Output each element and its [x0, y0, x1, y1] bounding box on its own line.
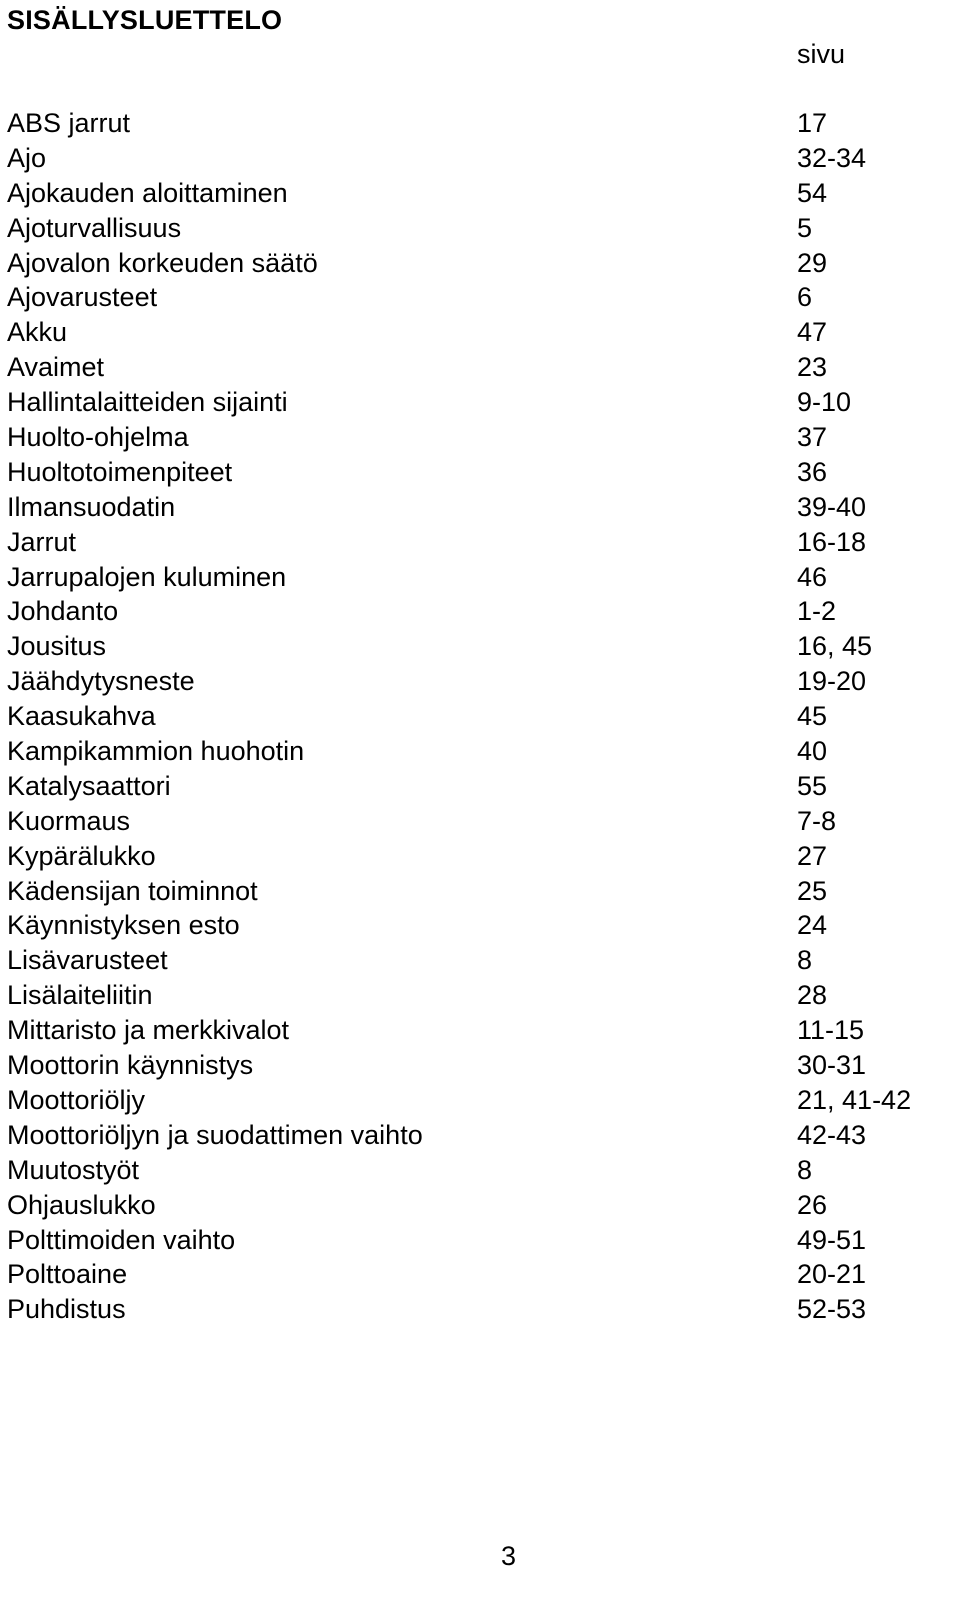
list-item: [7, 943, 947, 978]
toc-page-ref: 40: [797, 736, 828, 767]
toc-page-ref: 24: [797, 910, 828, 941]
toc-topic: Akku: [7, 317, 68, 348]
toc-topic: Kuormaus: [7, 805, 131, 836]
toc-topic: Katalysaattori: [7, 770, 171, 801]
list-item: [7, 874, 947, 909]
toc-page-ref: 28: [797, 980, 828, 1011]
list-item: [7, 315, 947, 350]
toc-topic: Huoltotoimenpiteet: [7, 456, 233, 487]
toc-page-ref: 7-8: [797, 805, 837, 836]
toc-page-ref: 17: [797, 108, 828, 138]
list-item: [7, 839, 947, 874]
list-item: [7, 420, 947, 455]
toc-page-ref: 47: [797, 317, 828, 348]
toc-page-ref: 11-15: [797, 1015, 865, 1046]
list-item: [7, 106, 947, 141]
list-item: [7, 629, 947, 664]
toc-topic: Moottoriöljyn ja suodattimen vaihto: [7, 1119, 423, 1150]
toc-page-ref: 36: [797, 456, 828, 487]
toc-page-ref: 42-43: [797, 1119, 867, 1150]
list-item: [7, 699, 947, 734]
list-item: [7, 211, 947, 246]
list-item: [7, 769, 947, 804]
toc-topic: Ilmansuodatin: [7, 491, 176, 522]
toc-page-ref: 55: [797, 770, 828, 801]
list-item: [7, 176, 947, 211]
toc-topic: Avaimet: [7, 352, 105, 383]
toc-topic: Kypärälukko: [7, 840, 156, 871]
list-item: [7, 804, 947, 839]
list-item: [7, 490, 947, 525]
list-item: [7, 978, 947, 1013]
toc-topic: Ajoturvallisuus: [7, 212, 182, 243]
toc-page-ref: 1-2: [797, 596, 837, 627]
toc-topic: Muutostyöt: [7, 1154, 140, 1185]
toc-page-ref: 16, 45: [797, 631, 873, 662]
list-item: [7, 1083, 947, 1118]
toc-topic: Kaasukahva: [7, 701, 156, 732]
list-item: [7, 1292, 947, 1327]
toc-topic: Puhdistus: [7, 1294, 126, 1325]
toc-topic: Lisävarusteet: [7, 945, 168, 976]
toc-topic: Kädensijan toiminnot: [7, 875, 258, 906]
list-item: [7, 1118, 947, 1153]
toc-page-ref: 45: [797, 701, 828, 732]
toc-page-ref: 8: [797, 1154, 813, 1185]
toc-page-ref: 26: [797, 1189, 828, 1220]
list-item: [7, 594, 947, 629]
list-item: [7, 1188, 947, 1223]
toc-page-ref: 52-53: [797, 1294, 867, 1325]
toc-page-ref: 30-31: [797, 1050, 867, 1081]
list-item: [7, 734, 947, 769]
list-item: [7, 1257, 947, 1292]
toc-page-ref: 54: [797, 177, 828, 208]
toc-page-ref: 16-18: [797, 526, 867, 557]
list-item: [7, 141, 947, 176]
page-title: SISÄLLYSLUETTELO: [7, 5, 283, 35]
toc-page-ref: 25: [797, 875, 828, 906]
toc-page-ref: 27: [797, 840, 828, 871]
list-item: [7, 1048, 947, 1083]
toc-topic: Jarrut: [7, 526, 77, 557]
toc-page-ref: 9-10: [797, 387, 852, 418]
toc-page-ref: 20-21: [797, 1259, 867, 1290]
list-item: [7, 1153, 947, 1188]
toc-topic: Moottorin käynnistys: [7, 1050, 254, 1081]
toc-topic: Polttoaine: [7, 1259, 128, 1290]
toc-page-ref: 39-40: [797, 491, 867, 522]
list-item: [7, 908, 947, 943]
toc-topic: Ajokauden aloittaminen: [7, 177, 288, 208]
toc-topic: Ohjauslukko: [7, 1189, 156, 1220]
list-item: [7, 525, 947, 560]
toc-page-ref: 21, 41-42: [797, 1084, 912, 1115]
toc-topic: ABS jarrut: [7, 108, 131, 138]
list-item: [7, 1013, 947, 1048]
toc-topic: Ajo: [7, 142, 47, 173]
toc-topic: Huolto-ohjelma: [7, 422, 189, 453]
page-column-header: sivu: [797, 39, 846, 69]
toc-topic: Mittaristo ja merkkivalot: [7, 1015, 290, 1046]
toc-topic: Jarrupalojen kuluminen: [7, 561, 287, 592]
toc-page-ref: 29: [797, 247, 828, 278]
toc-page-ref: 6: [797, 282, 813, 313]
toc-page-ref: 49-51: [797, 1224, 867, 1255]
toc-topic: Ajovalon korkeuden säätö: [7, 247, 318, 278]
toc-topic: Käynnistyksen esto: [7, 910, 240, 941]
toc-topic: Polttimoiden vaihto: [7, 1224, 236, 1255]
toc-topic: Kampikammion huohotin: [7, 736, 305, 767]
toc-page-ref: 19-20: [797, 666, 867, 697]
toc-topic: Jäähdytysneste: [7, 666, 195, 697]
toc-page-ref: 46: [797, 561, 828, 592]
list-item: [7, 385, 947, 420]
toc-topic: Ajovarusteet: [7, 282, 158, 313]
table-of-contents: [7, 106, 947, 1327]
toc-page-ref: 5: [797, 212, 813, 243]
toc-topic: Johdanto: [7, 596, 119, 627]
toc-page-ref: 32-34: [797, 142, 867, 173]
list-item: [7, 350, 947, 385]
toc-topic: Jousitus: [7, 631, 107, 662]
toc-topic: Hallintalaitteiden sijainti: [7, 387, 288, 418]
list-item: [7, 455, 947, 490]
toc-topic: Moottoriöljy: [7, 1084, 146, 1115]
list-item: [7, 560, 947, 595]
page-number: 3: [501, 1541, 517, 1571]
list-item: [7, 664, 947, 699]
toc-topic: Lisälaiteliitin: [7, 980, 153, 1011]
list-item: [7, 280, 947, 315]
toc-page-ref: 37: [797, 422, 828, 453]
toc-page-ref: 8: [797, 945, 813, 976]
list-item: [7, 1223, 947, 1258]
toc-page-ref: 23: [797, 352, 828, 383]
list-item: [7, 246, 947, 281]
